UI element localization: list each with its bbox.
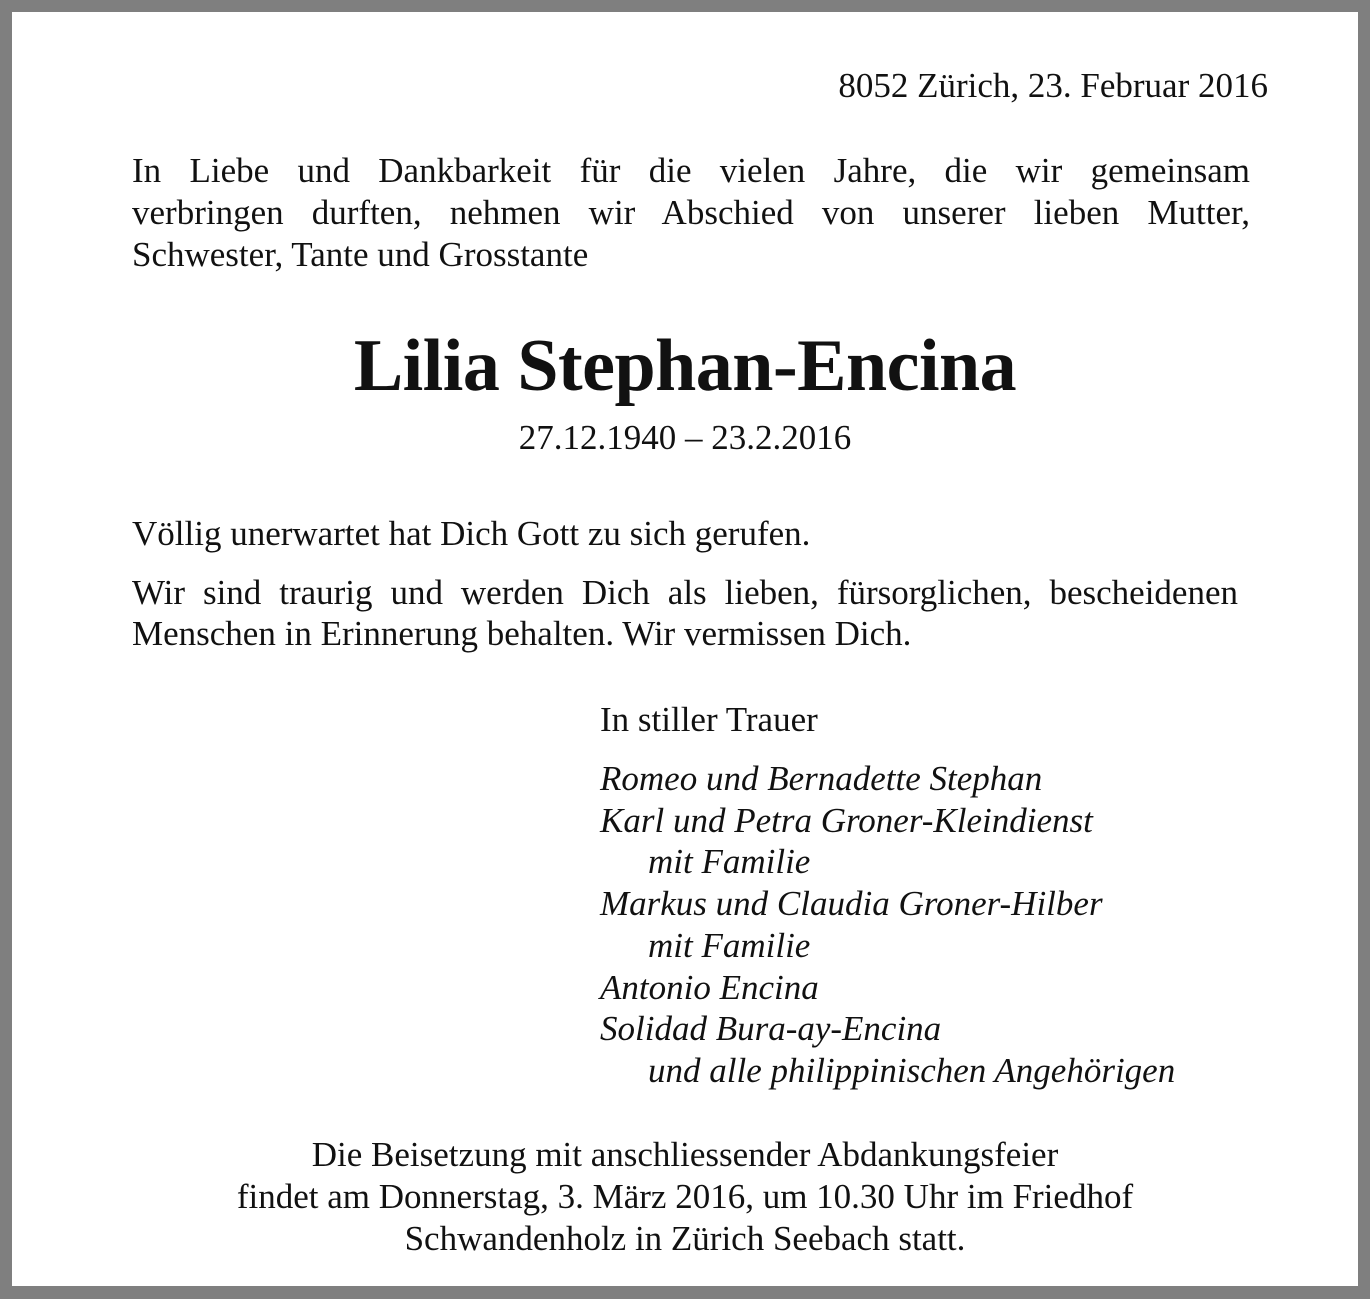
place-date: 8052 Zürich, 23. Februar 2016 xyxy=(838,66,1268,105)
life-dates: 27.12.1940 – 23.2.2016 xyxy=(518,418,852,457)
obituary-notice xyxy=(12,12,1358,1286)
intro-paragraph xyxy=(132,150,1250,276)
mourner-line: Markus und Claudia Groner-Hilber xyxy=(600,884,1103,924)
mourner-line: Karl und Petra Groner-Kleindienst xyxy=(600,800,1093,840)
funeral-notice xyxy=(12,1134,1358,1260)
intro-line: In Liebe und Dankbarkeit für die vielen Jahre, die wir gemeinsam xyxy=(132,151,1250,190)
mourner-line: Romeo und Bernadette Stephan xyxy=(600,759,1043,798)
deceased-name: Lilia Stephan-Encina xyxy=(353,325,1017,407)
funeral-line: Schwandenholz in Zürich Seebach statt. xyxy=(404,1219,966,1258)
mourner-line: Antonio Encina xyxy=(600,967,819,1007)
message-paragraph-1: Völlig unerwartet hat Dich Gott zu sich gerufen. xyxy=(132,514,811,553)
message-paragraph-2 xyxy=(132,572,1238,654)
message-line: Menschen in Erinnerung behalten. Wir vermissen Dich. xyxy=(132,614,912,653)
funeral-line: findet am Donnerstag, 3. März 2016, um 10.30 Uhr im Friedhof xyxy=(236,1177,1134,1216)
mourner-line: mit Familie xyxy=(648,842,811,882)
mourning-heading: In stiller Trauer xyxy=(600,700,818,739)
mourner-line: Solidad Bura-ay-Encina xyxy=(600,1009,942,1049)
mourner-line: und alle philippinischen Angehörigen xyxy=(648,1050,1176,1090)
message-line: Wir sind traurig und werden Dich als lieben, fürsorglichen, bescheidenen xyxy=(132,573,1238,612)
mourner-line: mit Familie xyxy=(648,925,811,965)
mourners-list xyxy=(600,758,1175,1092)
intro-line: verbringen durften, nehmen wir Abschied von unserer lieben Mutter, xyxy=(132,193,1250,232)
funeral-line: Die Beisetzung mit anschliessender Abdankungsfeier xyxy=(311,1135,1059,1174)
intro-line: Schwester, Tante und Grosstante xyxy=(132,235,589,274)
